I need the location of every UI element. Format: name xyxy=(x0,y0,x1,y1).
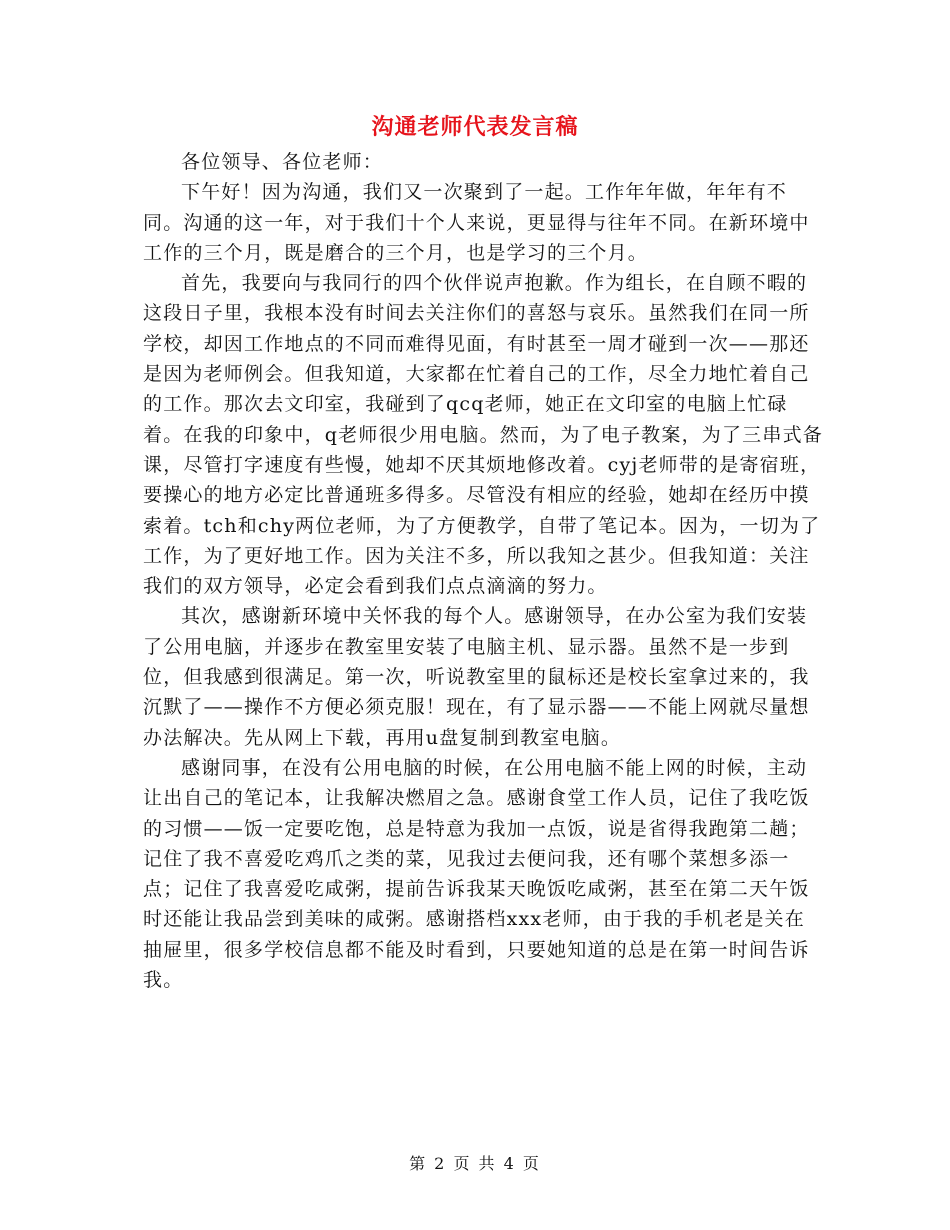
document-body xyxy=(143,147,825,995)
paragraph-thanks-colleagues: 感谢同事，在没有公用电脑的时候，在公用电脑不能上网的时候，主动让出自己的笔记本，让我解决燃眉之急。感谢食堂工作人员，记住了我吃饭的习惯——饭一定要吃饱，总是特意为我加一点饭，说是省得我跑第二趟；记住了我不喜爱吃鸡爪之类的菜，见我过去便问我，还有哪个菜想多添一点；记住了我喜爱吃咸粥，提前告诉我某天晚饭吃咸粥，甚至在第二天午饭时还能让我品尝到美味的咸粥。感谢搭档xxx老师，由于我的手机老是关在抽屉里，很多学校信息都不能及时看到，只要她知道的总是在第一时间告诉我。 xyxy=(143,756,810,992)
page-number-footer: 第 2 页 共 4 页 xyxy=(409,1154,541,1173)
paragraph-thanks-leaders: 其次，感谢新环境中关怀我的每个人。感谢领导，在办公室为我们安装了公用电脑，并逐步在教室里安装了电脑主机、显示器。虽然不是一步到位，但我感到很满足。第一次，听说教室里的鼠标还是校长室拿过来的，我沉默了——操作不方便必须克服！现在，有了显示器——不能上网就尽量想办法解决。先从网上下载，再用u盘复制到教室电脑。 xyxy=(143,605,810,749)
document-title: 沟通老师代表发言稿 xyxy=(371,114,579,140)
paragraph-salutation: 各位领导、各位老师： xyxy=(181,151,384,173)
paragraph-apology: 首先，我要向与我同行的四个伙伴说声抱歉。作为组长，在自顾不暇的这段日子里，我根本没有时间去关注你们的喜怒与哀乐。虽然我们在同一所学校，却因工作地点的不同而难得见面，有时甚至一周才碰到一次——那还是因为老师例会。但我知道，大家都在忙着自己的工作，尽全力地忙着自己的工作。那次去文印室，我碰到了qcq老师，她正在文印室的电脑上忙碌着。在我的印象中，q老师很少用电脑。然而，为了电子教案，为了三串式备课，尽管打字速度有些慢，她却不厌其烦地修改着。cyj老师带的是寄宿班，要操心的地方必定比普通班多得多。尽管没有相应的经验，她却在经历中摸索着。tch和chy两位老师，为了方便教学，自带了笔记本。因为，一切为了工作，为了更好地工作。因为关注不多，所以我知之甚少。但我知道：关注我们的双方领导，必定会看到我们点点滴滴的努力。 xyxy=(143,272,823,598)
paragraph-greeting: 下午好！因为沟通，我们又一次聚到了一起。工作年年做，年年有不同。沟通的这一年，对于我们十个人来说，更显得与往年不同。在新环境中工作的三个月，既是磨合的三个月，也是学习的三个月。 xyxy=(143,181,810,264)
